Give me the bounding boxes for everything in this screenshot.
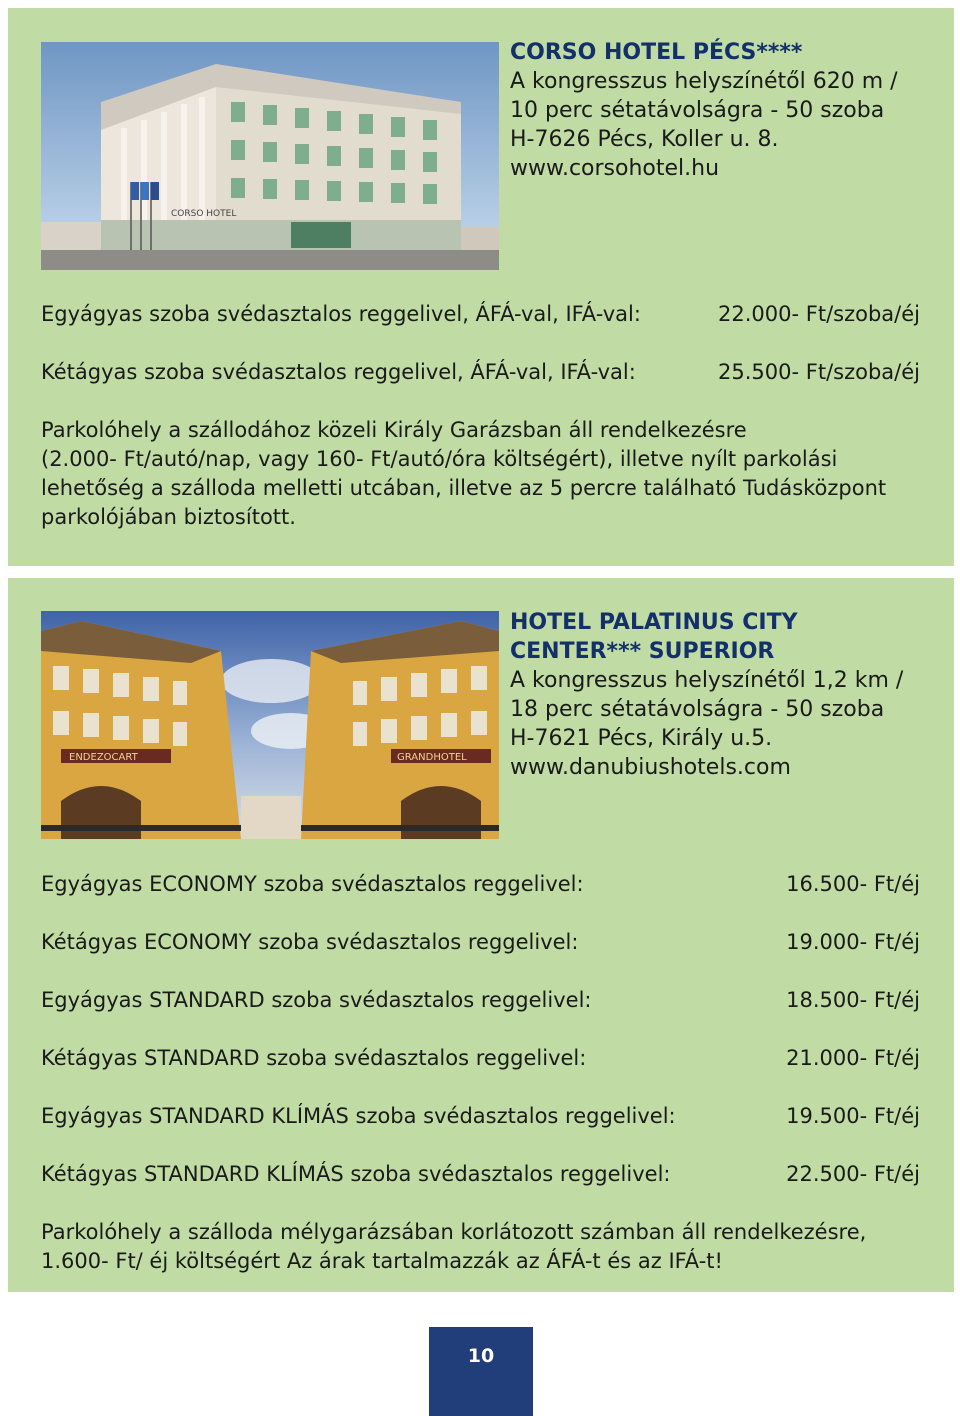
corso-parking-info <box>41 416 930 532</box>
palatinus-distance-line: A kongresszus helyszínétől 1,2 km / <box>510 668 904 693</box>
room-label: Kétágyas szoba svédasztalos reggelivel, ÁFÁ-val, IFÁ-val: <box>41 360 636 384</box>
palatinus-room-row <box>41 1159 920 1189</box>
palatinus-website-link[interactable]: www.danubiushotels.com <box>510 755 791 780</box>
parking-line: parkolójában biztosított. <box>41 505 296 529</box>
palatinus-room-row <box>41 985 920 1015</box>
corso-hotel-building-image <box>41 42 499 270</box>
palatinus-walk-line: 18 perc sétatávolságra - 50 szoba <box>510 697 885 722</box>
room-label: Kétágyas ECONOMY szoba svédasztalos reggelivel: <box>41 930 579 954</box>
corso-distance-line: A kongresszus helyszínétől 620 m / <box>510 69 898 94</box>
palatinus-room-row <box>41 869 920 899</box>
palatinus-hotel-title-line: HOTEL PALATINUS CITY <box>510 610 798 635</box>
page-number-box <box>429 1327 533 1416</box>
palatinus-room-row <box>41 927 920 957</box>
corso-walk-line: 10 perc sétatávolságra - 50 szoba <box>510 98 885 123</box>
room-price: 21.000- Ft/éj <box>786 1046 920 1070</box>
room-label: Egyágyas STANDARD KLÍMÁS szoba svédasztalos reggelivel: <box>41 1104 676 1128</box>
corso-hotel-info <box>510 38 944 183</box>
parking-line: 1.600- Ft/ éj költségért Az árak tartalmazzák az ÁFÁ-t és az IFÁ-t! <box>41 1249 723 1273</box>
room-label: Egyágyas szoba svédasztalos reggelivel, ÁFÁ-val, IFÁ-val: <box>41 302 641 326</box>
room-price: 19.500- Ft/éj <box>786 1104 920 1128</box>
palatinus-room-row <box>41 1043 920 1073</box>
corso-room-row <box>41 357 920 387</box>
palatinus-room-row <box>41 1101 920 1131</box>
right-building-sign: GRANDHOTEL <box>397 752 467 763</box>
parking-line: Parkolóhely a szállodához közeli Király Garázsban áll rendelkezésre <box>41 418 747 442</box>
parking-line: Parkolóhely a szálloda mélygarázsában korlátozott számban áll rendelkezésre, <box>41 1220 867 1244</box>
parking-line: lehetőség a szálloda melletti utcában, illetve az 5 percre található Tudásközpont <box>41 476 887 500</box>
corso-website-link[interactable]: www.corsohotel.hu <box>510 156 720 181</box>
left-building-sign: ENDEZOCART <box>69 752 138 763</box>
room-label: Kétágyas STANDARD szoba svédasztalos reggelivel: <box>41 1046 587 1070</box>
room-price: 18.500- Ft/éj <box>786 988 920 1012</box>
palatinus-hotel-panel <box>8 578 954 1292</box>
room-label: Egyágyas ECONOMY szoba svédasztalos reggelivel: <box>41 872 584 896</box>
palatinus-hotel-building-image <box>41 611 499 839</box>
room-price: 19.000- Ft/éj <box>786 930 920 954</box>
page-number: 10 <box>467 1345 495 1367</box>
room-price: 22.500- Ft/éj <box>786 1162 920 1186</box>
palatinus-hotel-info <box>510 608 944 782</box>
parking-line: (2.000- Ft/autó/nap, vagy 160- Ft/autó/óra költségért), illetve nyílt parkolási <box>41 447 838 471</box>
corso-address: H-7626 Pécs, Koller u. 8. <box>510 127 779 152</box>
room-price: 22.000- Ft/szoba/éj <box>718 302 920 326</box>
corso-hotel-panel <box>8 8 954 566</box>
palatinus-parking-info <box>41 1218 930 1276</box>
room-label: Kétágyas STANDARD KLÍMÁS szoba svédasztalos reggelivel: <box>41 1162 671 1186</box>
room-price: 25.500- Ft/szoba/éj <box>718 360 920 384</box>
corso-hotel-photo <box>41 42 499 270</box>
room-price: 16.500- Ft/éj <box>786 872 920 896</box>
palatinus-hotel-photo <box>41 611 499 839</box>
palatinus-address: H-7621 Pécs, Király u.5. <box>510 726 773 751</box>
room-label: Egyágyas STANDARD szoba svédasztalos reggelivel: <box>41 988 592 1012</box>
palatinus-hotel-title-line: CENTER*** SUPERIOR <box>510 639 775 664</box>
corso-sign-text: CORSO HOTEL <box>171 209 237 219</box>
corso-room-row <box>41 299 920 329</box>
corso-hotel-title: CORSO HOTEL PÉCS**** <box>510 40 803 65</box>
